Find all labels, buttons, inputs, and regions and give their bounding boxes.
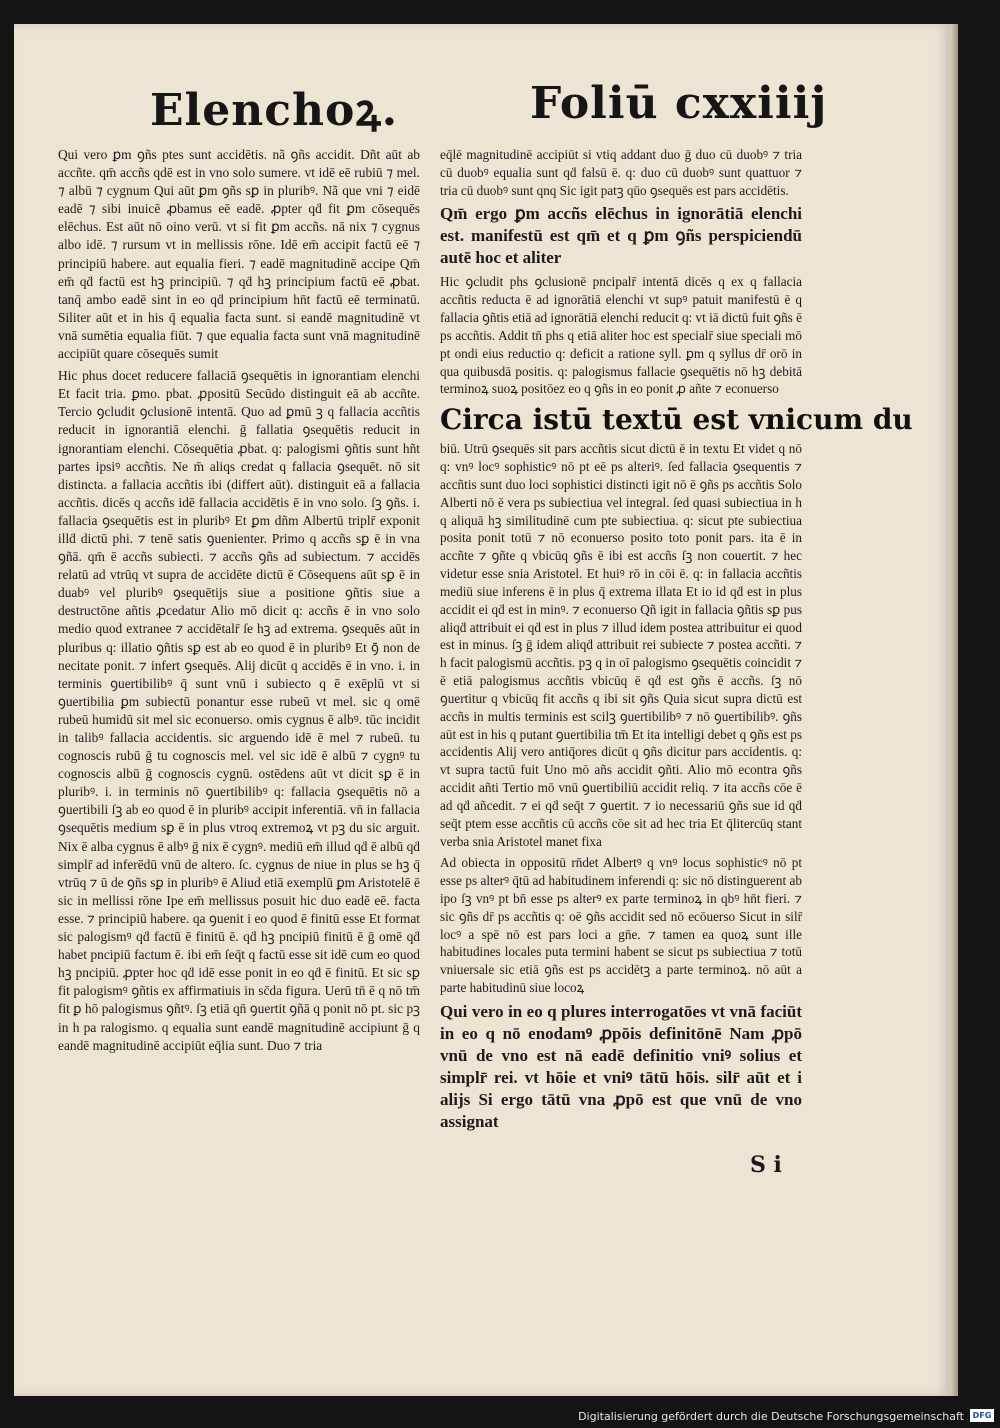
right-paragraph-1: eq̄lē magnitudinē accipiūt si vtiq addant duo ḡ duo cū duobꝰ ⁊ tria cū duobꝰ equalia sunt qḋ falsū ē. q: duo cū duobꝰ sunt quattuor ⁊ tria cū duobꝰ sunt qnq Sic igit patꝫ qūo ꝯsequēs est pars accidētis.	[440, 147, 802, 198]
section-heading: Circa istū textū est vnicum du	[440, 403, 913, 437]
signature-mark: S i	[750, 1152, 782, 1178]
right-paragraph-5: Ad obiecta in oppositū rn̄det Albertꝰ q vnꝰ locus sophisticꝰ nō pt esse ps alterꝰ q̄tū ad habitudinem inferendi q: sic nō distinguerent ab ipo ſꝫ vnꝰ pt bn̄ esse ps alterꝰ ex parte terminoꝝ in qbꝰ hn̄t fieri. ⁊ sic ꝯñs dr̄ ps accñtis q: oē ꝯñs accidit sed nō ecōuerso Sicut in silr̄ locꝰ a spē nō est pars loci a gn̄e. ⁊ tamen ea quoꝝ sunt ille habitudines locales puta termini habent se sicut ps subiectiua ⁊ totū vniuersale sic etiā ꝯñs est ps accidētꝫ a parte terminoꝝ. nō aūt a parte habitudinū siue locoꝝ	[440, 855, 802, 996]
right-column	[440, 146, 913, 1137]
dfg-logo-badge: DFG	[970, 1409, 994, 1422]
right-paragraph-4: biū. Utrū ꝯsequēs sit pars accñtis sicut dictū ē in textu Et videt q nō q: vnꝰ locꝰ sophisticꝰ nō pt eē ps alteriꝰ. ſed fallacia ꝯsequentis ⁊ accñtis sunt duo loci sophistici distincti igit nō ē ꝯñs ps accñtis Solo Alberti nō ē vera ps subiectiua vel integral. ſed quasi subiectiua in h q aliquā hꝫ similitudinē cum pte subiectiua. q: sicut pte subiectiua posita ponit totū ⁊ nō econuerso posito toto ponit pars. ita ē in accñte ⁊ ꝯñte q vbicūq ꝯñs ē ibi est accñs ſꝫ non couertit. ⁊ hec videtur esse snia Aristotel. Et huiꝰ rō in cōi ē. q: in fallacia accñtis mediū siue inferens ē in plus q̄ extrema illata Et io id qḋ est in plus accidit ei qḋ est in minꝰ. ⁊ econuerso Qñ igit in fallacia ꝯñtis sꝑ pus aliqḋ attribuit ei qḋ est in plus ⁊ illud idem postea attribuitur ei quod est in minus. ſꝫ ḡ idem aliqḋ attribuit rei subiecte ⁊ postea accñti. ⁊ h facit palogismū accñtis. pꝫ q in oī palogismo ꝯsequētis coincidit ⁊ ē etiā palogismus accñtis vbicūq ē qḋ est ꝯñs ē accñs. ſꝫ nō ꝯuertitur q vbicūq fit accñs q ibi sit ꝯñs Quia sicut supra dictū est accñs in multis terminis est scilꝫ ꝯuertibilibꝰ ⁊ nō ꝯuertibilibꝰ. ꝯñs aūt est in his q putant ꝯuertibilia tm̄ Et ita intelligi debet q ꝯñs est ps accidentis Alij vero antiq̄ores dicūt q ꝯñs dicitur pars accidentis. q: vt supra tactū fuit Uno mō añs accidit ꝯñti. Alio mō econtra ꝯñs accidit añti Tertio mō vnū ꝯuertibiliū accidit reliq. ⁊ ita accñs cōe ē ad qḋ añcedit. ⁊ ei qḋ seq̄t ⁊ ꝯuertit. ⁊ io necessariū ꝯñs sue id qḋ seq̄t ptem esse accñtis cū accñs cōe sit ad hec tria Et q̄litercūq stant verba snia Aristotel manet fixa	[440, 441, 802, 849]
right-paragraph-3: Hic ꝯcludit phs ꝯclusionē pncipalr̄ intentā dicēs q ex q fallacia accñtis reducta ē ad ignorātiā elenchi vt supꝰ patuit manifestū ē q fallacia ꝯñtis etiā ad ignorātiā elenchi reducit q: vt iā dictū fuit ꝯñs ē ps accñtis. Addit tn̄ phs q etiā aliter hoc est specialr̄ siue speciali mō pt ondi eius reductio q: deficit a ratione syll. ꝑm q syllus dr̄ orō in qua quibusdā positis. q: palogismus fallacie ꝯsequētis nō hꝫ debitā terminoꝝ suoꝝ positōez eo q ꝯñs in eo ponit ꝓ añte ⁊ econuerso	[440, 274, 802, 397]
page-edge	[950, 24, 958, 1396]
footer-bar	[0, 1404, 1000, 1428]
running-head-right: Foliū cxxiiij	[530, 78, 828, 129]
right-paragraph-2: Qm̄ ergo ꝑm accñs elēchus in ignorātiā elenchi est. manifestū est qm̄ et q ꝑm ꝯñs perspiciendū autē hoc et aliter	[440, 204, 802, 268]
running-head-left: Elenchoꝝ.	[150, 85, 399, 136]
footer-credit: Digitalisierung gefördert durch die Deutsche Forschungsgemeinschaft	[578, 1410, 964, 1423]
left-column	[58, 146, 420, 1059]
left-paragraph-1: Qui vero ꝑm ꝯñs ptes sunt accidētis. nã ꝯñs accidit. Dñt aūt ab accñte. qm̄ accñs qdē est in vno solo sumere. vt idē eē rubiū ⁊ mel. ⁊ albū ⁊ cygnum Qui aūt ꝑm ꝯñs sꝑ in pluribꝰ. Nã que vni ⁊ eidē eadē ⁊ sibi inuicē ꝓbamus eē eadē. ꝓpter qḋ fit ꝑm cōsequēs elēchus. Est aūt nō oino verū. vt si fit ꝑm accñs. nā nix ⁊ cygnus albo idē. ⁊ rursum vt in mellissis rōne. Idē em̄ accipit factū eē ⁊ principiū habere. aut equalia fieri. ⁊ eadē magnitudinē accipe Qm̄ em̄ qḋ factū est hꝫ principiū. ⁊ qḋ hꝫ principium factū eē ꝓbat. tanq̄ ambo eadē sint in eo qḋ principium hn̄t factū eē terminatū. Siliter aūt et in his q̄ equalia facta sunt. si eandē magnitudinē vt vnā sumētia equalia fiūt. ⁊ que equalia facta sunt vnā magnitudinē accipiūt quare cōsequēs sumit	[58, 147, 420, 362]
right-paragraph-6: Qui vero in eo q plures interrogatōes vt vnā faciūt in eo q nō enodamꝰ ꝓpōis definitōnē Nam ꝓpō vnū de vno est nā eadē definitio vniꝰ solius et simplr̄ rei. vt hōie et vniꝰ tātū hōis. silr̄ aūt et i alijs Si ergo tātū vna ꝓpō est que vnū de vno assignat	[440, 1001, 802, 1131]
left-paragraph-2: Hic phus docet reducere fallaciā ꝯsequētis in ignorantiam elenchi Et facit tria. ꝑmo. pbat. ꝓpositū Secūdo distinguit eā ab accñte. Tercio ꝯcludit ꝯclusionē intentā. Quo ad ꝑmū ꝫ q fallacia accñtis reducit in ignorantiā elenchi. ḡ fallatia ꝯsequētis reducit in ignorantiam elenchi. Cōsequētia ꝓbat. q: palogismi ꝯñtis sunt hñt partes ipsiꝰ accñtis. Ne m̄ aliqs credat q fallacia ꝯsequēt. nō sit distincta. a fallacia accñtis ibi (differt aūt). distinguit eā a fallacia accñtis. dicēs q accñs idē fallacia accidētis ē in vno solo. ſꝫ ꝯñs. i. fallacia ꝯsequētis est in pluribꝰ Et ꝑm dñm Albertū triplr̄ exponit illḋ dictū phi. ⁊ tenē satis ꝯuenienter. Primo q accñs sꝑ ē in vna ꝯñā. qm̄ ē accñs subiecti. ⁊ accñs ꝯñs ad subiectum. ⁊ accidēs relatū ad vtrūq vt supra de accidēte dictū ē Cōsequens aūt sꝑ ē in duabꝰ vel pluribꝰ ꝯsequētijs siue a positione ꝯñtis siue a destructōne añtis ꝓcedatur Alio mō dicit q: accñs ē in vno solo medio quod extranee ⁊ accidētalr̄ ſe hꝫ ad extrema. ꝯsequēs aūt in pluribus q: illatio ꝯñtis sꝑ est ab eo quod ē in pluribꝰ Et ꝯ̄ non de necitate ponit. ⁊ infert ꝯsequēs. Alij dicūt q accidēs ē in vno. i. in terminis ꝯuertibilibꝰ q̄ sunt vnū i subiecto q ē exēplū vt si ꝯuertibilia ꝑm subiectū ponantur esse rubeū vt mel. sic q omē rubeū humidū sit mel sic econuerso. omis cygnus ē albꝰ. tūc incidit in talibꝰ fallacia accidentis. sic arguendo idē ē mel ⁊ rubeū. tu cognoscis rubū ḡ tu cognoscis mel. vel sic idē ē albū ⁊ cygnꝰ tu cognoscis albū ḡ cognoscis cygnū. ostēdens aūt vt dicit sꝑ ē in pluribꝰ. i. in terminis nō ꝯuertibilibꝰ q: fallacia ꝯsequētis nō a ꝯuertibili ſꝫ ab eo quod ē in pluribꝰ accipit inferentiā. vn̄ in fallacia ꝯsequētis medium sꝑ ē in plus vtroq extremoꝝ vt pꝫ du sic arguit. Nix ē alba cygnus ē albꝰ ḡ nix ē cygnꝰ. mediū em̄ illud qḋ ē albū qḋ simplr̄ ad inferēdū vnū de altero. ſc. cygnus de niue in plus se hꝫ q̄ vtrūq ⁊ ū de ꝯñs sꝑ in pluribꝰ ē Aliud etiā exemplū ꝑm Aristotelē ē sic in mellissi rōne Ipe em̄ mellissus posuit hic duo eadē eē. facta esse. ⁊ principiū habere. qa ꝯuenit i eo quod ē finitū esse Et format sic palogismꝰ qḋ factū ē finitū ē. qḋ hꝫ pncipiū finitū ē ḡ omē qḋ habet pncipiū factum ē. ibi em̄ ſeq̄t q factū esse sit idē cum eo quod hꝫ pncipiū. ꝓpter hoc qḋ idē esse ponit in eo qḋ ē finitū. Et sic sꝑ fit palogismꝰ ꝯñtis ex affirmatiuis in sc̄da figura. Uerū tn̄ ē q nō tm̄ fit ꝑ hō palogismus ꝯñtꝰ. ſꝫ etiā qn̄ ꝯuertit ꝯñā q ponit nō pt. sic pꝫ in h pa ralogismo. q equalia sunt eandē magnitudinē accipiunt ḡ q eandē magnitudinē accipiūt eq̄lia sunt. Duo ⁊ tria	[58, 368, 420, 1053]
